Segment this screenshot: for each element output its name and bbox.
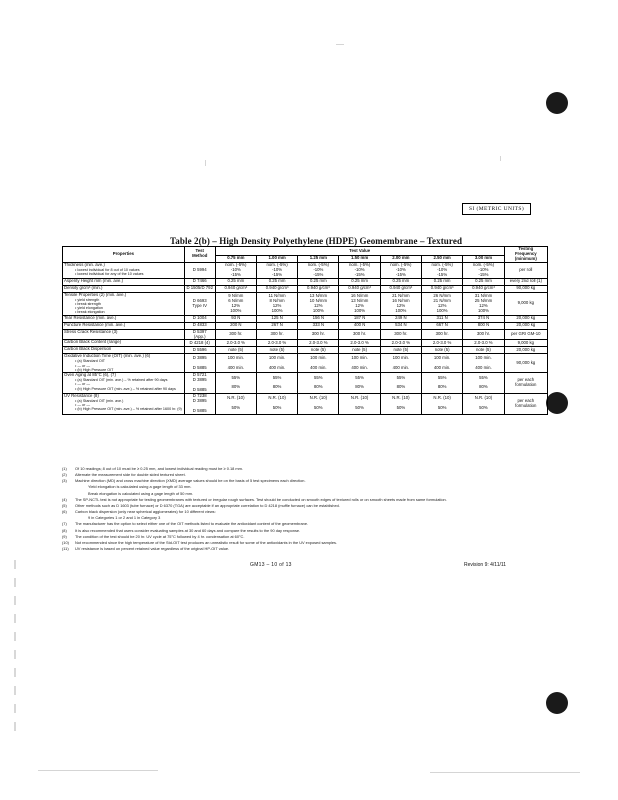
row-test-value: 187 N — [339, 315, 380, 322]
row-test-value: nom. (-5%) -10% -15% — [256, 262, 297, 278]
row-frequency: per each formulation — [504, 373, 547, 394]
footnote-label: (8) — [62, 527, 67, 533]
row-test-value: nom. (-5%) -10% -15% — [463, 262, 504, 278]
row-test-method: D 3895 D 5885 — [184, 354, 215, 373]
row-test-value: 55% 80% — [256, 373, 297, 394]
footnote — [62, 540, 562, 546]
table-row — [63, 322, 548, 329]
row-test-value: 0.940 g/cm³ — [380, 285, 421, 292]
row-test-value: 26 N/mm 21 N/mm 12% 100% — [422, 292, 463, 315]
thickness-col: 2.50 mm — [422, 256, 463, 263]
row-test-value: 125 N — [256, 315, 297, 322]
metric-units-badge: SI (METRIC UNITS) — [462, 203, 531, 215]
row-test-value: N.R. (10) 50% — [298, 393, 339, 414]
footnote — [62, 497, 562, 503]
footnote-text: Of 10 readings; 8 out of 10 must be ≥ 0.25 mm, and lowest individual reading must be ≥ 0.18 mm. — [75, 466, 243, 471]
thickness-col: 1.25 mm — [298, 256, 339, 263]
row-test-value: 2.0-3.0 % — [298, 340, 339, 347]
footnote-label: (10) — [62, 539, 69, 545]
footnote — [62, 528, 562, 534]
footnote-text: It is also recommended that users consider evaluating samples at 30 and 60 days and compare the results to the 90 day response. — [75, 527, 301, 533]
col-test-value: Test Value — [215, 247, 504, 256]
row-test-value: 2.0-3.0 % — [256, 340, 297, 347]
row-property: Tensile Properties (2) (min. ave.) • yield strength • break strength • yield elongation • break elongation — [63, 292, 185, 315]
row-frequency: 9,000 kg — [504, 340, 547, 347]
row-test-value: 300 hr. — [298, 329, 339, 340]
row-test-value: 9 N/mm 6 N/mm 12% 100% — [215, 292, 256, 315]
footnote — [62, 478, 562, 484]
row-test-value: 800 N — [463, 322, 504, 329]
row-test-value: note (5) — [422, 347, 463, 354]
row-test-value: note (5) — [339, 347, 380, 354]
footnote — [62, 491, 562, 497]
row-test-value: 2.0-3.0 % — [215, 340, 256, 347]
footnote-text: 9 in Categories 1 or 2 and 1 in Category 3 — [88, 515, 161, 521]
row-property: Oxidative Induction Time (OIT) (min. ave.) (6) • (a) Standard OIT • — or — • (b) High Pressure OIT — [63, 354, 185, 373]
footnote-text: UV resistance is based on percent retained value regardless of the original HP-OIT value. — [75, 546, 230, 552]
punch-hole — [546, 92, 568, 114]
footnote-text: Other methods such as D 1603 (tube furnace) or D 6370 (TGA) are acceptable if an appropriate correlation to D 4218 (muffle furnace) can be established. — [75, 502, 340, 508]
footnote — [62, 509, 562, 515]
footer-document-id: GM13 – 10 of 13 — [250, 562, 292, 568]
row-test-value: 31 N/mm 25 N/mm 12% 100% — [463, 292, 504, 315]
row-test-value: nom. (-5%) -10% -15% — [339, 262, 380, 278]
row-property: Carbon Black Dispersion — [63, 347, 185, 354]
row-test-value: 156 N — [298, 315, 339, 322]
row-test-method: D 5994 — [184, 262, 215, 278]
row-test-method: D 5397 (App.) — [184, 329, 215, 340]
thickness-col: 2.00 mm — [380, 256, 421, 263]
footnote-label: (2) — [62, 472, 67, 478]
footnote-label — [75, 491, 88, 497]
footnote-label: (1) — [62, 466, 67, 471]
punch-hole — [546, 692, 568, 714]
row-test-value: 100 min. 400 min. — [339, 354, 380, 373]
table-header-row — [63, 247, 548, 256]
table-row — [63, 285, 548, 292]
row-test-value: 55% 80% — [215, 373, 256, 394]
row-property: Stress Crack Resistance (3) — [63, 329, 185, 340]
row-test-value: N.R. (10) 50% — [380, 393, 421, 414]
row-test-value: 16 N/mm 13 N/mm 12% 100% — [339, 292, 380, 315]
footnotes-block — [62, 466, 562, 552]
table-row — [63, 393, 548, 414]
row-test-value: 374 N — [463, 315, 504, 322]
row-test-value: 55% 80% — [380, 373, 421, 394]
footnote — [62, 534, 562, 540]
footnote — [62, 515, 562, 521]
footnote-label: (3) — [62, 478, 67, 484]
footnote — [62, 472, 562, 478]
row-test-value: 100 min. 400 min. — [215, 354, 256, 373]
scan-artifact — [500, 156, 501, 161]
row-test-value: 11 N/mm 8 N/mm 12% 100% — [256, 292, 297, 315]
table-row — [63, 354, 548, 373]
row-test-value: 0.940 g/cm³ — [339, 285, 380, 292]
page-title: Table 2(b) – High Density Polyethylene (HDPE) Geomembrane – Textured — [170, 236, 463, 246]
row-test-value: N.R. (10) 50% — [422, 393, 463, 414]
footnote-label: (7) — [62, 521, 67, 527]
row-test-value: 21 N/mm 16 N/mm 12% 100% — [380, 292, 421, 315]
footer-revision: Revision 9: 4/11/11 — [464, 562, 507, 568]
footnote-text: Machine direction (MD) and cross machine direction (XMD) average values should be on the basis of 5 test specimens each direction. — [75, 478, 306, 484]
row-test-value: 0.940 g/cm³ — [215, 285, 256, 292]
row-test-value: 0.25 mm — [256, 278, 297, 285]
row-frequency: per each formulation — [504, 393, 547, 414]
row-frequency: 90,000 kg — [504, 354, 547, 373]
row-test-value: 0.25 mm — [215, 278, 256, 285]
row-test-value: 0.940 g/cm³ — [422, 285, 463, 292]
row-test-method: D 1505/D 792 — [184, 285, 215, 292]
row-test-value: 534 N — [380, 322, 421, 329]
row-test-value: 55% 80% — [463, 373, 504, 394]
row-test-value: 300 hr. — [380, 329, 421, 340]
row-test-method: D 4833 — [184, 322, 215, 329]
footnote-text: Yield elongation is calculated using a gage length of 33 mm. — [88, 484, 192, 490]
footnote — [62, 484, 562, 490]
row-test-value: nom. (-5%) -10% -15% — [380, 262, 421, 278]
scan-artifact — [205, 160, 206, 166]
thickness-col: 0.75 mm — [215, 256, 256, 263]
row-test-value: note (5) — [298, 347, 339, 354]
row-test-value: note (5) — [256, 347, 297, 354]
row-test-value: nom. (-5%) -10% -15% — [215, 262, 256, 278]
footnote-label: (6) — [62, 509, 67, 515]
footnote-text: Carbon black dispersion (only near spherical agglomerates) for 10 different views: — [75, 509, 216, 515]
row-frequency: 20,000 kg — [504, 315, 547, 322]
scan-artifact — [38, 770, 158, 771]
row-test-value: nom. (-5%) -10% -15% — [422, 262, 463, 278]
footnote-label — [75, 484, 88, 490]
row-test-value: 311 N — [422, 315, 463, 322]
table-row — [63, 262, 548, 278]
row-test-value: 2.0-3.0 % — [422, 340, 463, 347]
row-frequency: every 2nd roll (1) — [504, 278, 547, 285]
footnote-text: The condition of the test should be 20 hr. UV cycle at 75°C followed by 4 hr. condensation at 60°C. — [75, 533, 245, 539]
row-property: Tear Resistance (min. ave.) — [63, 315, 185, 322]
row-property: Thickness (min. ave.) • lowest individual for 8 out of 10 values • lowest individual for any of the 10 values — [63, 262, 185, 278]
col-testing-frequency: Testing Frequency (minimum) — [504, 247, 547, 263]
footnote-text: Not recommended since the high temperature of the Std-OIT test produces an unrealistic result for some of the antioxidants in the UV exposed samples. — [75, 539, 338, 545]
row-test-value: note (5) — [463, 347, 504, 354]
row-test-value: 55% 80% — [339, 373, 380, 394]
row-frequency: per GRI GM-10 — [504, 329, 547, 340]
row-test-value: 2.0-3.0 % — [463, 340, 504, 347]
footnote-label: (4) — [62, 496, 67, 502]
footnote-label: (11) — [62, 546, 69, 552]
row-test-value: 0.940 g/cm³ — [256, 285, 297, 292]
row-test-value: 0.940 g/cm³ — [298, 285, 339, 292]
row-test-method: D 1004 — [184, 315, 215, 322]
col-properties: Properties — [63, 247, 185, 263]
thickness-col: 1.00 mm — [256, 256, 297, 263]
table-row — [63, 329, 548, 340]
row-test-value: 300 hr. — [339, 329, 380, 340]
table-row — [63, 278, 548, 285]
footnote — [62, 503, 562, 509]
thickness-col: 3.00 mm — [463, 256, 504, 263]
scan-artifact — [430, 772, 580, 773]
row-test-value: 200 N — [215, 322, 256, 329]
row-test-method: D 6693 Type IV — [184, 292, 215, 315]
row-test-value: 249 N — [380, 315, 421, 322]
footnote-label: (5) — [62, 502, 67, 508]
row-test-value: 300 hr. — [463, 329, 504, 340]
row-test-value: 0.940 g/cm³ — [463, 285, 504, 292]
row-test-value: 2.0-3.0 % — [339, 340, 380, 347]
row-test-value: 0.25 mm — [339, 278, 380, 285]
row-test-value: 55% 80% — [422, 373, 463, 394]
row-test-value: N.R. (10) 50% — [215, 393, 256, 414]
footnote-text: Break elongation is calculated using a gage length of 50 mm. — [88, 490, 194, 496]
scan-edge-marks — [14, 560, 17, 740]
footnote-label — [75, 515, 88, 521]
table-row — [63, 315, 548, 322]
footnote-label: (9) — [62, 533, 67, 539]
row-test-value: 93 N — [215, 315, 256, 322]
col-test-method: Test Method — [184, 247, 215, 263]
row-test-value: nom. (-5%) -10% -15% — [298, 262, 339, 278]
row-test-value: 100 min. 400 min. — [422, 354, 463, 373]
table-row — [63, 373, 548, 394]
row-test-value: 0.25 mm — [380, 278, 421, 285]
scan-artifact — [336, 44, 344, 45]
row-test-value: 100 min. 400 min. — [256, 354, 297, 373]
thickness-col: 1.50 mm — [339, 256, 380, 263]
row-test-value: N.R. (10) 50% — [339, 393, 380, 414]
row-test-value: note (5) — [380, 347, 421, 354]
table-row — [63, 292, 548, 315]
row-property: Oven Aging at 85°C (6), (7) • (a) Standard OIT (min. ave.) – % retained after 90 days • — or — • (b) High Pressure OIT (min. ave.) – % retained after 90 days — [63, 373, 185, 394]
row-test-value: 333 N — [298, 322, 339, 329]
row-property: Puncture Resistance (min. ave.) — [63, 322, 185, 329]
row-test-value: N.R. (10) 50% — [463, 393, 504, 414]
row-test-value: 667 N — [422, 322, 463, 329]
footnote-text: Alternate the measurement side for double sided textured sheet. — [75, 472, 186, 478]
row-test-value: 300 hr. — [215, 329, 256, 340]
row-test-value: 13 N/mm 10 N/mm 12% 100% — [298, 292, 339, 315]
row-frequency: 20,000 kg — [504, 322, 547, 329]
row-property: Density g/cm³ (min.) — [63, 285, 185, 292]
punch-hole — [546, 392, 568, 414]
row-test-value: 100 min. 400 min. — [380, 354, 421, 373]
row-test-method: D 5596 — [184, 347, 215, 354]
row-test-value: 267 N — [256, 322, 297, 329]
footnote-text: The SP-NCTL test is not appropriate for testing geomembranes with textured or irregular rough surfaces. Test should be conducted on smooth edges of textured rolls or on smooth sheets made from same formulation. — [75, 496, 447, 502]
row-test-value: 300 hr. — [256, 329, 297, 340]
row-property: UV Resistance (8) • (a) Standard OIT (min. ave.) • — or — • (b) High Pressure OIT (min. ave.) – % retained after 1600 hr. (9) — [63, 393, 185, 414]
row-test-method: D 4218 (4) — [184, 340, 215, 347]
row-frequency: 20,000 kg — [504, 347, 547, 354]
row-frequency: 9,000 kg — [504, 292, 547, 315]
specification-table — [62, 246, 548, 415]
footnote-text: The manufacturer has the option to select either one of the OIT methods listed to evaluate the antioxidant content of the geomembrane. — [75, 521, 309, 527]
row-test-value: note (5) — [215, 347, 256, 354]
footnote — [62, 546, 562, 552]
row-property: Asperity Height mm (min. ave.) — [63, 278, 185, 285]
row-test-value: 300 hr. — [422, 329, 463, 340]
row-test-value: 0.25 mm — [298, 278, 339, 285]
row-property: Carbon Black Content (range) — [63, 340, 185, 347]
row-test-value: 0.25 mm — [463, 278, 504, 285]
row-test-value: 2.0-3.0 % — [380, 340, 421, 347]
row-test-value: 100 min. 400 min. — [463, 354, 504, 373]
footnote — [62, 521, 562, 527]
row-test-method: D 5721 D 3895 D 5885 — [184, 373, 215, 394]
row-test-method: D 7238 D 3895 D 5885 — [184, 393, 215, 414]
footnote — [62, 466, 562, 472]
row-test-value: 0.25 mm — [422, 278, 463, 285]
row-frequency: per roll — [504, 262, 547, 278]
row-frequency: 90,000 kg — [504, 285, 547, 292]
row-test-value: N.R. (10) 50% — [256, 393, 297, 414]
row-test-value: 55% 80% — [298, 373, 339, 394]
row-test-method: D 7466 — [184, 278, 215, 285]
table-row — [63, 340, 548, 347]
row-test-value: 400 N — [339, 322, 380, 329]
row-test-value: 100 min. 400 min. — [298, 354, 339, 373]
